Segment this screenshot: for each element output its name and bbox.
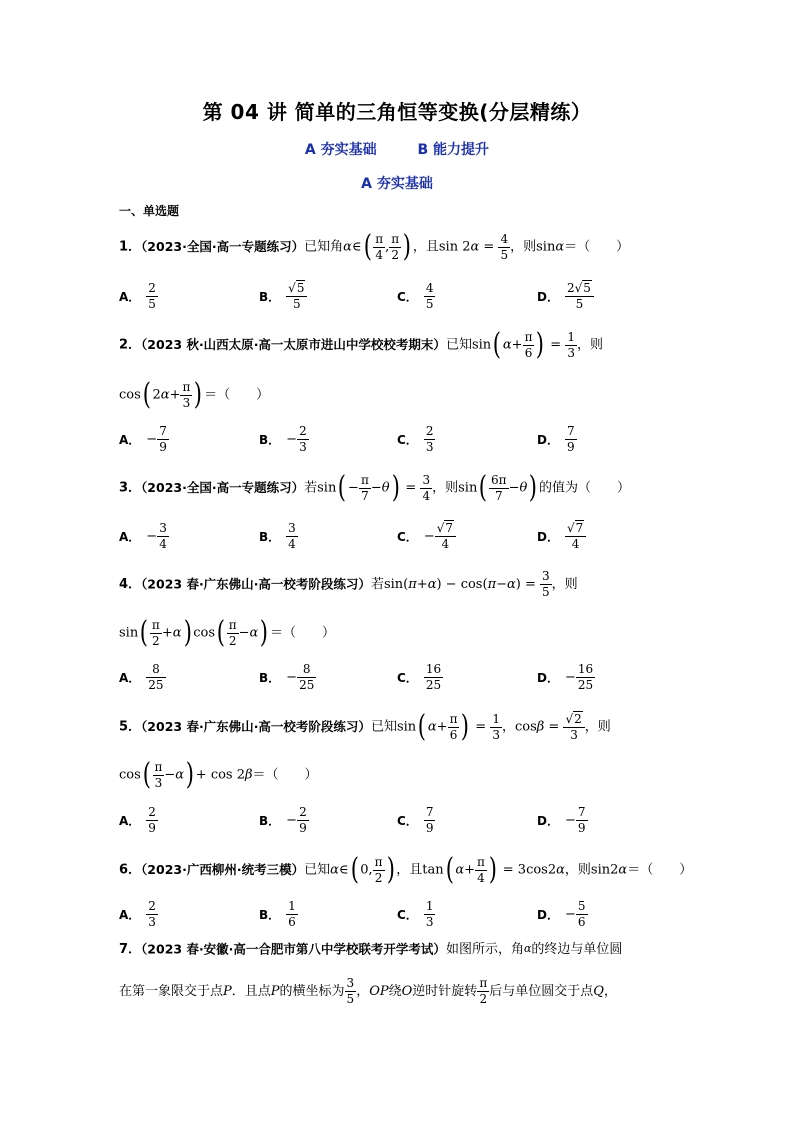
page-title: 第 04 讲 简单的三角恒等变换(分层精练） (202, 100, 592, 124)
question-text: ，则 (576, 337, 603, 353)
option-d[interactable]: D． $\frac{√7}{4}$ (537, 522, 586, 551)
option-c[interactable]: C． $\frac{7}{9}$ (397, 805, 434, 835)
question-text: 逆时针旋转 (412, 984, 478, 999)
question-text: 的横坐标为 (279, 984, 345, 999)
question-text: 在第一象限交于点 (119, 984, 224, 999)
question-source: （2023 春·安徽·高一合肥市第八中学校联考开学考试） (141, 941, 446, 957)
question-1: 1．（2023·全国·高一专题练习）已知角α∈( $\frac{\pi}{4}$ , $\frac{\pi}{2}$ ) ，且sin 2α = $\frac{4}{5}$ ，则sinα＝（ ） (119, 229, 630, 264)
question-text: ， (603, 984, 617, 999)
option-d[interactable]: D． − $\frac{7}{9}$ (537, 805, 586, 835)
option-b[interactable]: B． − $\frac{8}{25}$ (259, 662, 315, 692)
question-text: ，且 (396, 862, 423, 878)
option-d[interactable]: D． − $\frac{5}{6}$ (537, 899, 586, 929)
level-links (0, 139, 794, 159)
option-a[interactable]: A． $\frac{2}{3}$ (119, 899, 156, 929)
option-a[interactable]: A． − $\frac{7}{9}$ (119, 424, 167, 454)
question-number: 4． (119, 577, 142, 592)
question-text: 后与单位圆交于点 (489, 984, 594, 999)
question-text: 已知 (304, 862, 331, 878)
question-text: 的值为（ ） (539, 480, 631, 496)
question-number: 1． (119, 239, 142, 255)
question-text: ＝（ ） (252, 767, 318, 783)
question-text: ，则 (564, 862, 591, 878)
option-a[interactable]: A． − $\frac{3}{4}$ (119, 521, 167, 551)
question-2: 2．（2023 秋·山西太原·高一太原市进山中学校校考期末）已知sin( α+ $\frac{\pi}{6}$ ) = $\frac{1}{3}$ ，则 (119, 327, 603, 362)
question-source: （2023·全国·高一专题练习） (141, 238, 305, 254)
question-number: 6． (119, 862, 142, 878)
question-text: ，且 (412, 239, 439, 255)
option-c[interactable]: C． $\frac{4}{5}$ (397, 281, 434, 311)
question-text: ，则 (584, 719, 611, 735)
question-text: ．且点 (231, 984, 271, 999)
question-text: ，则 (432, 480, 459, 496)
option-d[interactable]: D． − $\frac{16}{25}$ (537, 662, 594, 692)
question-number: 2． (119, 337, 142, 353)
question-number: 7． (119, 942, 142, 957)
question-7-line-2: 在第一象限交于点P．且点P的横坐标为 $\frac{3}{5}$ ，OP绕O逆时针旋转 $\frac{\pi}{2}$ 后与单位圆交于点Q， (119, 976, 617, 1006)
section-heading: 一、单选题 (119, 204, 180, 218)
question-2-line-2: cos( 2α+ $\frac{\pi}{3}$ ) ＝（ ） (119, 377, 270, 412)
question-text: ， (356, 984, 370, 999)
option-c[interactable]: C． $\frac{1}{3}$ (397, 899, 434, 929)
option-b[interactable]: B． $\frac{1}{6}$ (259, 899, 296, 929)
option-c[interactable]: C． $\frac{2}{3}$ (397, 424, 434, 454)
question-text: 如图所示，角 (445, 942, 524, 957)
option-d[interactable]: D． $\frac{7}{9}$ (537, 424, 575, 454)
question-text: ，则 (551, 577, 578, 592)
question-5: 5．（2023 春·广东佛山·高一校考阶段练习）已知sin( α+ $\frac{\pi}{6}$ ) = $\frac{1}{3}$ ，cosβ = $\frac{√2}{3}$ ，则 (119, 709, 611, 744)
question-text: ＝（ ） (270, 625, 336, 641)
option-c[interactable]: C． $\frac{16}{25}$ (397, 662, 442, 692)
section-title: A 夯实基础 (361, 176, 433, 192)
question-text: 若 (304, 480, 318, 496)
question-text: 的终边与单位圆 (531, 942, 623, 957)
question-source: （2023·广西柳州·统考三模） (141, 861, 305, 877)
option-c[interactable]: C． − $\frac{√7}{4}$ (397, 522, 456, 551)
question-6: 6．（2023·广西柳州·统考三模）已知α∈( 0, $\frac{\pi}{2}$ ) ，且tan( α+ $\frac{\pi}{4}$ ) = 3cos2α，则sin2α＝（ ） (119, 852, 693, 887)
option-a[interactable]: A． $\frac{2}{5}$ (119, 281, 156, 311)
question-text: ＝（ ） (627, 862, 693, 878)
option-b[interactable]: B． − $\frac{2}{3}$ (259, 424, 307, 454)
question-number: 5． (119, 719, 142, 735)
option-b[interactable]: B． − $\frac{2}{9}$ (259, 805, 307, 835)
question-text: 绕 (388, 984, 402, 999)
question-4-line-2: sin( $\frac{\pi}{2}$ +α) cos( $\frac{\pi}{2}$ −α) ＝（ ） (119, 615, 336, 650)
option-b[interactable]: B． $\frac{√5}{5}$ (259, 282, 307, 311)
link-b-advanced[interactable]: B 能力提升 (417, 142, 490, 158)
question-text: 已知角 (304, 239, 344, 255)
option-a[interactable]: A． $\frac{8}{25}$ (119, 662, 164, 692)
question-number: 3． (119, 480, 142, 496)
question-text: 若 (370, 577, 384, 592)
option-a[interactable]: A． $\frac{2}{9}$ (119, 805, 156, 835)
question-5-line-2: cos( $\frac{\pi}{3}$ −α) + cos 2β＝（ ） (119, 757, 318, 792)
question-4: 4．（2023 春·广东佛山·高一校考阶段练习）若sin(π+α) − cos(π−α) = $\frac{3}{5}$ ，则 (119, 569, 578, 599)
question-text: ＝（ ） (564, 239, 630, 255)
question-text: ，则 (510, 239, 537, 255)
question-source: （2023·全国·高一专题练习） (141, 479, 305, 495)
question-text: 已知 (445, 337, 472, 353)
question-7: 7．（2023 春·安徽·高一合肥市第八中学校联考开学考试）如图所示，角$^\alpha$的终边与单位圆 (119, 941, 623, 957)
question-3: 3．（2023·全国·高一专题练习）若sin( − $\frac{\pi}{7}$ −θ) = $\frac{3}{4}$ ，则sin( $\frac{6\pi}{7}$ −θ) 的值为（ ） (119, 470, 631, 505)
question-source: （2023 春·广东佛山·高一校考阶段练习） (141, 718, 371, 734)
question-text: 已知 (370, 719, 397, 735)
question-source: （2023 春·广东佛山·高一校考阶段练习） (141, 576, 371, 592)
question-text: ＝（ ） (204, 387, 270, 403)
option-b[interactable]: B． $\frac{3}{4}$ (259, 521, 296, 551)
question-source: （2023 秋·山西太原·高一太原市进山中学校校考期末） (141, 336, 446, 352)
option-d[interactable]: D． $\frac{2√5}{5}$ (537, 282, 594, 311)
link-a-basics[interactable]: A 夯实基础 (304, 142, 377, 158)
